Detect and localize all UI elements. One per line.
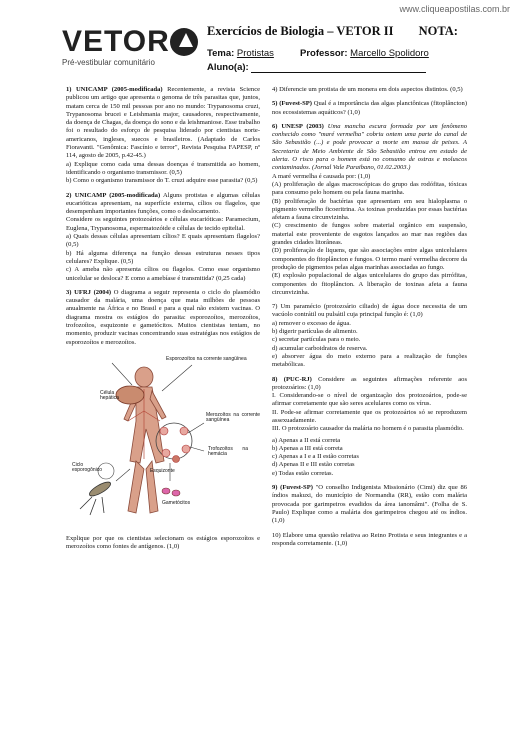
site-url[interactable]: www.cliqueapostilas.com.br — [399, 4, 510, 14]
malaria-cycle-diagram — [66, 351, 260, 531]
q8-i: I. Considerando-se o nível de organização dos protozoários, pode-se afirmar corretamente que são seres acelulares como os vírus. — [272, 392, 467, 408]
professor-label: Professor: — [300, 48, 348, 59]
q8-e: e) Todas estão corretas. — [272, 469, 334, 477]
aluno-name-field[interactable] — [251, 72, 426, 73]
question-9 — [272, 484, 467, 525]
question-5 — [272, 100, 467, 117]
q2-body: Alguns protistas e algumas células eucarióticas apresentam, na superfície externa, cílios ou flagelos, que desempenham importantes funções, como o deslocamento. — [66, 191, 260, 216]
nota-label: NOTA: — [418, 24, 458, 38]
q1-head: 1) UNICAMP (2005-modificada) — [66, 86, 163, 93]
q8-b: b) Apenas a III está correta — [272, 444, 343, 452]
q5-head: 5) (Fuvest-SP) — [272, 100, 312, 108]
question-2 — [66, 192, 260, 283]
tema-label: Tema: — [207, 48, 235, 59]
question-10 — [272, 532, 467, 549]
q2-a: a) Quais dessas células apresentam cílios? E quais apresentam flagelos? (0,5) — [66, 233, 260, 249]
question-8 — [272, 376, 467, 479]
q2-head: 2) UNICAMP (2005-modificada) — [66, 191, 161, 199]
q6-b: (B) proliferação de bactérias que apresentam em seu hialoplasma o pigmento vermelho ficoeritrina. As toxinas produzidas por essas bactérias afetam a fauna circunvizinha. — [272, 197, 467, 222]
q3-question: Explique por que os cientistas selecionam os estágios esporozoítos e merozoítos como fontes de antígenos. (1,0) — [66, 534, 260, 551]
q3-body: O diagrama a seguir representa o ciclo do plasmódio causador da malária, uma doença que mata milhões de pessoas anualmente na África e no Brasil e para a qual não existem vacinas. O diagrama mostra os estágios do parasita: esporozoítos, merozoítos, trofozoítos, esquizonte e gametócitos. Muitos cientistas tentam, no momento, produzir vacinas concentrando suas estratégias nos estágios de esporozoítos e merozoítos. — [66, 288, 260, 346]
q8-iii: III. O protozoário causador da malária no homem é o parasita plasmódio. — [272, 425, 464, 433]
label-esquizonte: Esquizonte — [150, 467, 175, 474]
label-merozoitos: Merozoítos na corrente sangüínea — [206, 411, 260, 424]
q7-a: a) remover o excesso de água. — [272, 319, 351, 327]
label-esporozoitos: Esporozoítos na corrente sangüínea — [166, 355, 247, 362]
q2-c: c) A ameba não apresenta cílios ou flagelos. Como esse organismo unicelular se desloca? E como a amebíase é transmitida? (0,25 cada) — [66, 266, 260, 282]
page-title: Exercícios de Biologia – VETOR II — [207, 24, 394, 38]
logo-word: VETOR — [62, 25, 170, 58]
question-4 — [272, 86, 467, 94]
q9-head: 9) (Fuvest-SP) — [272, 484, 313, 492]
q1-body: Recentemente, a revista Science publicou um artigo que apresenta o genoma de três parasitas que, juntos, matam cerca de 150 mil pessoas por ano no mundo: Trypanosoma cruzi, Trypanosoma brucei e Leishmania major, causadores, respectivamente, da doença de Chagas, da doença do sono e da leishmaniose. Esse trabalho foi o resultado do esforço de pesquisa liderado por cientistas norte-americanos, ingleses, suecos e brasileiros. (Adaptado de Carlos Fioravanti. "Genômica: Fascínio e terror", Revista Pesquisa FAPESP, nº 114, agosto de 2005, p.42-45.) — [66, 86, 261, 160]
professor-row — [300, 48, 429, 59]
q2-body2: Considere os seguintes protozoários e células eucarióticas: Paramecium, Euglena, Trypanosoma, espermatozóide e células de tecido epitelial. — [66, 216, 260, 232]
right-column — [272, 86, 467, 554]
q8-head: 8) (PUC-RJ) — [272, 375, 312, 383]
label-celula-hepatica: Célula hepática — [100, 389, 119, 402]
q1-b: b) Como o organismo transmissor do T. cruzi adquire esse parasita? (0,5) — [66, 177, 258, 185]
q6-e: (E) explosão populacional de algas unicelulares do grupo das pirrófitas, componentes do fitoplâncton. A liberação de toxinas afeta a fauna circunvizinha. — [272, 272, 467, 296]
logo-tagline: Pré-vestibular comunitário — [62, 58, 155, 67]
header-title-row — [207, 24, 458, 39]
professor-value: Marcello Spolidoro — [350, 48, 429, 59]
label-gametocitos: Gametócitos — [162, 499, 191, 506]
logo-emblem-icon — [170, 28, 198, 56]
left-column — [66, 86, 260, 558]
q6-body: Uma mancha escura formada por um fenômeno conhecido como "maré vermelha" cobriu ontem uma parte do canal de São Sebastião (...) e pode provocar a morte em massa de peixes. A Secretaria de Meio Ambiente de São Sebastião entrou em estado de alerta. O risco para o homem está no consumo de ostras e moluscos contaminados. (Jornal Vale Paraibano, 01.02.2003.) — [272, 122, 467, 172]
q6-d: (D) proliferação de liquens, que são associações entre algas unicelulares componentes do fitoplâncton e fungos. O termo maré vermelha decorre da produção de pigmentos pelas algas marinhas associadas ao fungo. — [272, 247, 467, 271]
question-6 — [272, 123, 467, 297]
q8-a: a) Apenas a II está correta — [272, 436, 341, 444]
q6-head: 6) UNESP (2003) — [272, 122, 324, 130]
question-1 — [66, 86, 260, 186]
q10-text: 10) Elabore uma questão relativa ao Reino Protista e seus integrantes e a responda corretamente. (1,0) — [272, 531, 467, 547]
q4-text: 4) Diferencie um protista de um monera em dois aspectos distintos. (0,5) — [272, 86, 463, 93]
tema-value: Protistas — [236, 48, 274, 59]
question-7 — [272, 303, 467, 369]
q8-c: c) Apenas a I e a II estão corretas — [272, 453, 359, 461]
question-3 — [66, 289, 260, 552]
q6-intro: A maré vermelha é causada por: (1,0) — [272, 172, 371, 180]
vetor-logo — [62, 25, 202, 67]
q7-d: d) acumular carboidratos de reserva. — [272, 344, 368, 352]
q7-e: e) absorver água do meio externo para a realização de funções metabólicas. — [272, 352, 467, 369]
label-trofozoitos: Trofozoítos na hemácia — [208, 445, 248, 458]
q7-b: b) digerir partículas de alimento. — [272, 328, 358, 336]
q8-d: d) Apenas II e III estão corretas — [272, 461, 355, 469]
q8-body: Considere as seguintes afirmações referente aos protozoários: (1,0) — [272, 375, 468, 391]
q7-c: c) secretar partículas para o meio. — [272, 336, 361, 344]
q3-head: 3) UFRJ (2004) — [66, 288, 112, 296]
q5-text: Qual é a importância das algas planctônicas (fitoplâncton) nos ecossistemas aquáticos? (1,0) — [272, 100, 467, 116]
q9-body: "O conselho Indigenista Missionário (Cimi) diz que 86 índios makuxi, do município de Normandia (RR), estão com malária provocada por garimpeiros evadidos da área ianomâmi". (Folha de S. Paulo) Explique como a malária dos garimpeiros chegou até os índios. (1,0) — [272, 484, 467, 525]
q6-c: (C) crescimento de fungos sobre material orgânico em suspensão, material este proveniente de esgotos lançados ao mar nas regiões das grandes cidades litorâneas. — [272, 222, 467, 247]
q6-a: (A) proliferação de algas macroscópicas do grupo das rodófitas, tóxicas para consumo pelo homem ou pela fauna marinha. — [272, 180, 467, 197]
q2-b: b) Há alguma diferença na função dessas estruturas nesses tipos celulares? Explique. (0,5) — [66, 249, 260, 265]
label-ciclo-esporogonico: Ciclo esporogônico — [72, 461, 103, 474]
tema-row — [207, 48, 274, 59]
aluno-label: Aluno(a): — [207, 62, 249, 73]
q7-body: 7) Um paramécio (protozoário ciliado) de água doce necessita de um vacúolo contrátil ou pulsátil cuja principal função é: (1,0) — [272, 303, 467, 319]
q1-a: a) Explique como cada uma dessas doenças é transmitida ao homem, identificando o organismo transmissor. (0,5) — [66, 160, 260, 176]
aluno-row — [207, 62, 426, 73]
q8-ii: II. Pode-se afirmar corretamente que os protozoários só se reproduzem assexuadamente. — [272, 408, 467, 424]
